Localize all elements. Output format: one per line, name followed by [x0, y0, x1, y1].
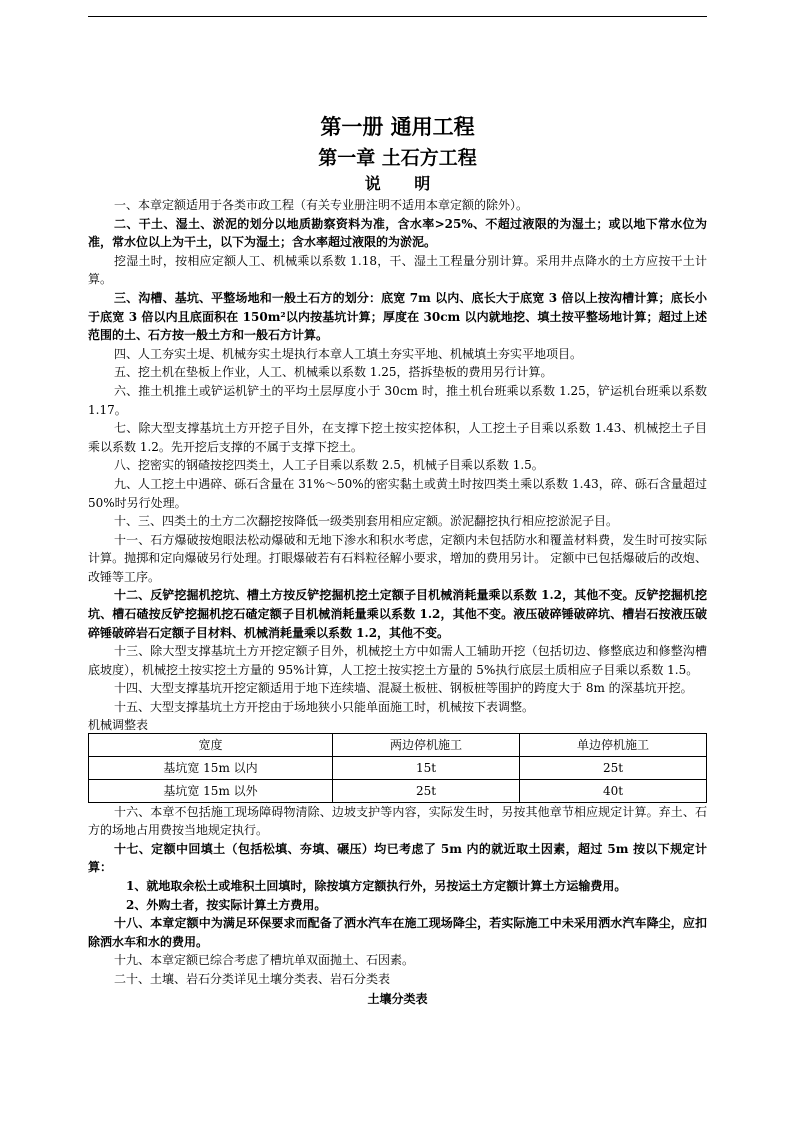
- paragraph: 十七、定额中回填土（包括松填、夯填、碾压）均已考虑了 5m 内的就近取土因素，超过 5m 按以下规定计算：: [88, 841, 707, 875]
- soil-table-title: 土壤分类表: [367, 991, 428, 1006]
- volume-title: 第一册 通用工程: [320, 114, 475, 139]
- table-cell: 基坑宽 15m 以外: [89, 779, 333, 802]
- paragraph: 六、推土机推土或铲运机铲土的平均土层厚度小于 30cm 时，推土机台班乘以系数 1.25，铲运机台班乘以系数 1.17。: [88, 383, 711, 417]
- table-header-row: [89, 733, 707, 756]
- paragraph: 十五、大型支撑基坑土方开挖由于场地狭小只能单面施工时，机械按下表调整。: [114, 700, 535, 715]
- table-caption: 机械调整表: [88, 717, 149, 732]
- paragraph: 四、人工夯实土堤、机械夯实土堤执行本章人工填土夯实平地、机械填土夯实平地项目。: [114, 346, 583, 361]
- paragraph: 十、三、四类土的土方二次翻挖按降低一级类别套用相应定额。淤泥翻挖执行相应挖淤泥子目。: [114, 514, 619, 529]
- paragraph: 七、除大型支撑基坑土方开挖子目外，在支撑下挖土按实挖体积，人工挖土子目乘以系数 1.43、机械挖土子目乘以系数 1.2。先开挖后支撑的不属于支撑下挖土。: [88, 421, 707, 454]
- header-cell-width: 宽度: [89, 733, 333, 756]
- document-body: [88, 112, 711, 1009]
- table-cell: 25t: [333, 779, 520, 802]
- table-cell: 基坑宽 15m 以内: [89, 756, 333, 779]
- paragraph: 十一、石方爆破按炮眼法松动爆破和无地下渗水和积水考虑，定额内未包括防水和覆盖材料费，发生时可按实际计算。抛掷和定向爆破另行处理。打眼爆破若有石料粒径解小要求，增加的费用另计。 定额中已包括爆破后的改炮、改锤等工序。: [88, 532, 707, 584]
- paragraph: 一、本章定额适用于各类市政工程（有关专业册注明不适用本章定额的除外）。: [114, 198, 529, 212]
- paragraph: 十八、本章定额中为满足环保要求而配备了洒水汽车在施工现场降尘，若实际施工中未采用洒水汽车降尘，应扣除洒水车和水的费用。: [88, 916, 707, 949]
- paragraph: 八、挖密实的钢碴按挖四类土，人工子目乘以系数 2.5，机械子目乘以系数 1.5。: [114, 458, 544, 473]
- header-rule: [88, 16, 707, 17]
- paragraph: 五、挖土机在垫板上作业，人工、机械乘以系数 1.25，搭拆垫板的费用另行计算。: [114, 365, 553, 380]
- paragraph: 十二、反铲挖掘机挖坑、槽土方按反铲挖掘机挖土定额子目机械消耗量乘以系数 1.2，其他不变。反铲挖掘机挖坑、槽石碴按反铲挖掘机挖石碴定额子目机械消耗量乘以系数 1.2，其他不变。液压破碎锤破碎坑、槽岩石按液压破碎锤破碎岩石定额子目材料、机械消耗量乘以系数 1.2，其他不变。: [88, 588, 707, 640]
- paragraph: 十六、本章不包括施工现场障碍物清除、边坡支护等内容，实际发生时，另按其他章节相应规定计算。弃土、石方的场地占用费按当地规定执行。: [88, 804, 707, 838]
- table-cell: 25t: [519, 756, 706, 779]
- paragraph: 十三、除大型支撑基坑土方开挖定额子目外，机械挖土方中如需人工辅助开挖（包括切边、修整底边和修整沟槽底坡度），机械挖土按实挖土方量的 95%计算，人工挖土按实挖土方量的 5%执行底层土质相应子目乘以系数 1.5。: [88, 644, 707, 677]
- table-cell: 15t: [333, 756, 520, 779]
- table-cell: 40t: [519, 779, 706, 802]
- paragraph: 十九、本章定额已综合考虑了槽坑单双面抛土、石因素。: [114, 953, 415, 968]
- paragraph: 十四、大型支撑基坑开挖定额适用于地下连续墙、混凝土板桩、钢板桩等围护的跨度大于 8m 的深基坑开挖。: [114, 681, 693, 696]
- paragraph: 三、沟槽、基坑、平整场地和一般土石方的划分：底宽 7m 以内、底长大于底宽 3 倍以上按沟槽计算；底长小于底宽 3 倍以内且底面积在 150m²以内按基坑计算；厚度在 30cm 以内就地挖、填土按平整场地计算；超过上述范围的土、石方按一般土方和一般石方计算。: [88, 290, 707, 343]
- table-row: [89, 779, 707, 802]
- paragraph: 九、人工挖土中遇碎、砾石含量在 31%～50%的密实黏土或黄土时按四类土乘以系数 1.43，碎、砾石含量超过 50%时另行处理。: [88, 476, 711, 510]
- paragraph: 二十、土壤、岩石分类详见土壤分类表、岩石分类表: [114, 971, 391, 986]
- header-cell-one-side: 单边停机施工: [519, 733, 706, 756]
- paragraph: 二、干土、湿土、淤泥的划分以地质勘察资料为准，含水率>25%、不超过液限的为湿土；或以地下常水位为准，常水位以上为干土，以下为湿土；含水率超过液限的为淤泥。: [88, 216, 707, 250]
- paragraph: 1、就地取余松土或堆积土回填时，除按填方定额执行外，另按运土方定额计算土方运输费用。: [126, 879, 627, 893]
- paragraph-list-after: [88, 803, 707, 989]
- paragraph-list: [88, 196, 711, 717]
- chapter-title: 第一章 土石方工程: [318, 147, 477, 169]
- section-title: 说 明: [364, 174, 445, 193]
- paragraph: 2、外购土者，按实际计算土方费用。: [126, 897, 327, 912]
- header-cell-two-side: 两边停机施工: [333, 733, 520, 756]
- paragraph: 挖湿土时，按相应定额人工、机械乘以系数 1.18，干、湿土工程量分别计算。采用井点降水的土方应按干土计算。: [88, 253, 707, 287]
- machine-adjust-table: [88, 733, 707, 803]
- table-row: [89, 756, 707, 779]
